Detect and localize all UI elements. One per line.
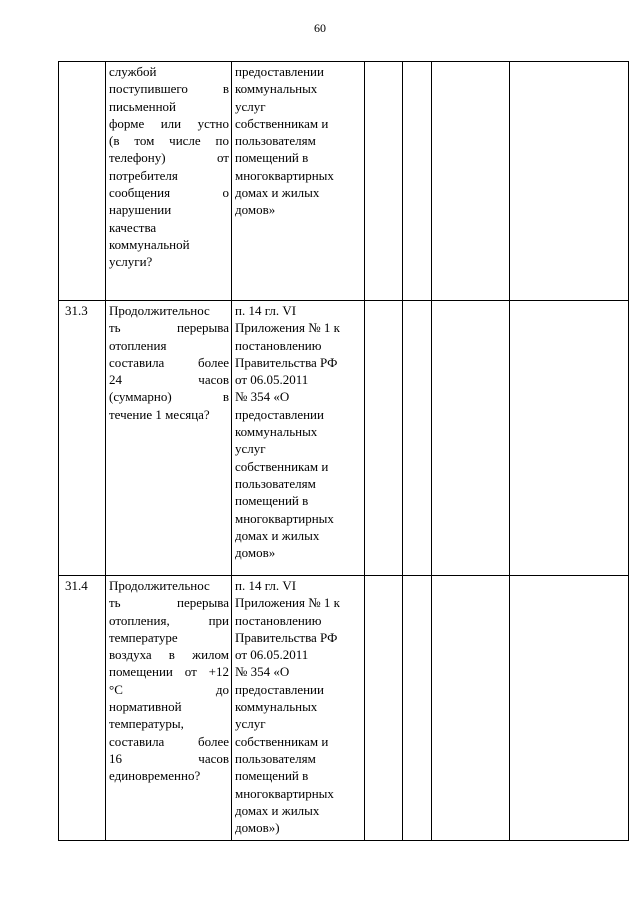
question-line: составила более xyxy=(109,733,229,749)
question-line: 24 часов xyxy=(109,372,229,388)
empty-cell xyxy=(510,576,629,841)
reference-line: домов») xyxy=(235,820,280,836)
legal-reference-cell xyxy=(232,301,365,576)
question-line: 16 часов xyxy=(109,750,229,766)
question-line: (в том числе по xyxy=(109,133,229,149)
question-line: отопления, при xyxy=(109,612,229,628)
reference-line: услуг xyxy=(235,441,266,457)
question-line: Продолжительнос xyxy=(109,578,210,593)
question-line: коммунальной xyxy=(109,236,190,252)
empty-cell xyxy=(432,301,510,576)
reference-line: пользователям xyxy=(235,133,316,149)
reference-line: собственникам и xyxy=(235,458,329,474)
question-line: помещении от +12 xyxy=(109,664,229,680)
reference-line: домах и жилых xyxy=(235,527,320,543)
table-row xyxy=(59,62,629,301)
reference-line: Приложения № 1 к xyxy=(235,595,340,611)
empty-cell xyxy=(365,576,403,841)
reference-line: коммунальных xyxy=(235,424,318,440)
reference-line: коммунальных xyxy=(235,699,318,715)
reference-line: помещений в xyxy=(235,768,309,784)
reference-line: собственникам и xyxy=(235,115,329,131)
reference-line: пользователям xyxy=(235,750,316,766)
reference-line: постановлению xyxy=(235,337,322,353)
question-line: Продолжительнос xyxy=(109,303,210,318)
legal-reference-cell xyxy=(232,576,365,841)
row-number-cell: 31.3 xyxy=(59,301,106,576)
checklist-table xyxy=(58,61,629,841)
empty-cell xyxy=(510,62,629,301)
empty-cell xyxy=(432,576,510,841)
reference-line: Правительства РФ xyxy=(235,354,338,370)
reference-line: домов» xyxy=(235,545,276,561)
question-cell xyxy=(106,62,232,301)
question-line: услуги? xyxy=(109,254,153,270)
empty-cell xyxy=(403,576,432,841)
question-line: ть перерыва xyxy=(109,320,229,336)
question-line: единовременно? xyxy=(109,768,201,784)
reference-line: собственникам и xyxy=(235,733,329,749)
legal-reference-cell xyxy=(232,62,365,301)
page-number: 60 xyxy=(314,21,326,35)
question-line: службой xyxy=(109,64,157,79)
empty-cell xyxy=(365,301,403,576)
question-line: отопления xyxy=(109,337,167,353)
question-line: воздуха в жилом xyxy=(109,647,229,663)
question-cell xyxy=(106,301,232,576)
reference-line: услуг xyxy=(235,98,266,114)
reference-line: многоквартирных xyxy=(235,510,334,526)
question-line: °C до xyxy=(109,681,229,697)
reference-line: коммунальных xyxy=(235,81,318,97)
question-line: поступившего в xyxy=(109,81,229,97)
question-line: потребителя xyxy=(109,167,178,183)
empty-cell xyxy=(432,62,510,301)
reference-line: п. 14 гл. VI xyxy=(235,303,297,318)
question-cell xyxy=(106,576,232,841)
reference-line: услуг xyxy=(235,716,266,732)
reference-line: помещений в xyxy=(235,493,309,509)
question-line: телефону) от xyxy=(109,150,229,166)
question-line: нарушении xyxy=(109,202,172,218)
reference-line: пользователям xyxy=(235,475,316,491)
reference-line: домов» xyxy=(235,202,276,218)
empty-cell xyxy=(403,62,432,301)
question-line: течение 1 месяца? xyxy=(109,406,210,422)
question-line: ть перерыва xyxy=(109,595,229,611)
empty-cell xyxy=(403,301,432,576)
row-number-cell: 31.4 xyxy=(59,576,106,841)
empty-cell xyxy=(510,301,629,576)
reference-line: постановлению xyxy=(235,612,322,628)
question-line: письменной xyxy=(109,98,176,114)
reference-line: предоставлении xyxy=(235,406,324,422)
reference-line: Приложения № 1 к xyxy=(235,320,340,336)
reference-line: п. 14 гл. VI xyxy=(235,578,297,593)
table-row xyxy=(59,301,629,576)
reference-line: № 354 «О xyxy=(235,664,290,680)
question-line: температуры, xyxy=(109,716,184,732)
reference-line: помещений в xyxy=(235,150,309,166)
row-number-cell xyxy=(59,62,106,301)
reference-line: домах и жилых xyxy=(235,185,320,201)
table-row xyxy=(59,576,629,841)
question-line: сообщения о xyxy=(109,185,229,201)
question-line: температуре xyxy=(109,629,178,645)
reference-line: многоквартирных xyxy=(235,167,334,183)
question-line: составила более xyxy=(109,354,229,370)
reference-line: Правительства РФ xyxy=(235,629,338,645)
question-line: форме или устно xyxy=(109,115,229,131)
reference-line: предоставлении xyxy=(235,681,324,697)
reference-line: от 06.05.2011 xyxy=(235,372,309,388)
reference-line: от 06.05.2011 xyxy=(235,647,309,663)
question-line: нормативной xyxy=(109,699,182,715)
reference-line: домах и жилых xyxy=(235,802,320,818)
question-line: (суммарно) в xyxy=(109,389,229,405)
empty-cell xyxy=(365,62,403,301)
reference-line: предоставлении xyxy=(235,64,324,79)
question-line: качества xyxy=(109,219,157,235)
reference-line: многоквартирных xyxy=(235,785,334,801)
reference-line: № 354 «О xyxy=(235,389,290,405)
